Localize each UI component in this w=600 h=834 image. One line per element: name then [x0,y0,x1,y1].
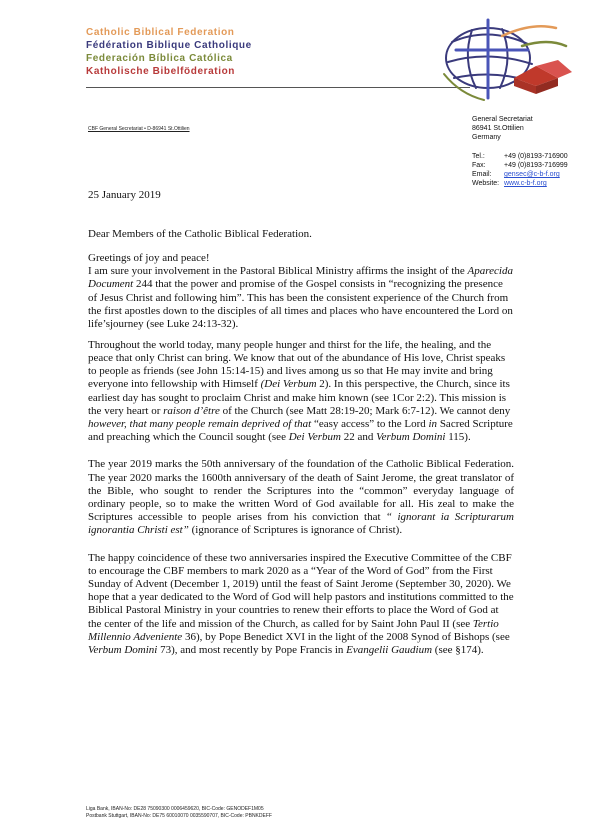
paragraph-3 [88,458,514,537]
italic-run: Dei Verbum [288,431,341,444]
address-line: 86941 St.Ottilien [472,125,524,132]
text-run: The year 2019 marks the 50th anniversary of the foundation of the Catholic Biblical Federation. The year 2020 marks the 1600th anniversary of the death of Saint Jerome, the great translator of the Bible, who sought to render the Scriptures into the “common” everyday language of ordinary people, so to make the written Word of God available for all. His zeal to make the Scriptures accessible to people arises from his conviction that [88,458,514,524]
text-run: Sacred Scripture and preaching which the Council sought (see [88,417,513,444]
salutation: Dear Members of the Catholic Biblical Federation. [88,228,312,240]
contact-label: Website: [472,180,500,187]
text-run: The happy coincidence of these two anniversaries inspired the Executive Committee of the CBF to encourage the CBF members to mark 2020 as a “Year of the Word of God” from the First Sunday of Advent (December 1, 2019) until the feast of Saint Jerome (September 30, 2020). We hope that a year dedicated to the Word of God will help pastors and institutions committed to the Biblical Pastoral Ministry in your countries to renew their efforts to place the Word of God at the center of the life and mission of the Church, as called for by Saint John Paul II (see [88,551,514,630]
contact-label: Tel.: [472,153,485,160]
contact-website [472,179,568,188]
address-line: Germany [472,134,501,141]
italic-run: (Dei Verbum [260,378,317,391]
text-run: 73), and most recently by Pope Francis in [157,643,347,656]
text-run: I am sure your involvement in the Pastoral Biblical Ministry affirms the insight of the [88,265,468,278]
address-line: General Secretariat [472,116,533,123]
italic-run: “ ignorant ia Scripturarum ignorantia Christi est” [88,511,514,537]
letter-body [88,252,514,665]
website-link[interactable]: www.c-b-f.org [504,180,547,187]
org-name-de: Katholische Bibelföderation [86,66,235,77]
paragraph-1 [88,265,514,331]
italic-run: Aparecida Document [88,265,513,291]
contact-tel [472,152,568,161]
address-block [472,115,533,142]
org-name-en: Catholic Biblical Federation [86,27,235,38]
header-rule [86,87,470,88]
contact-label: Email: [472,171,492,178]
contact-label: Fax: [472,162,486,169]
contact-value: +49 (0)8193-716999 [504,162,568,169]
text-run: 22 and [340,431,377,444]
org-name-es: Federación Bíblica Católica [86,53,233,64]
text-run: 2). In this perspective, the Church, since its earliest day has sought to proclaim Christ and make him known (see 1Cor 2:2). This mission is the very heart or [88,378,510,417]
org-name-fr: Fédération Biblique Catholique [86,40,252,51]
cbf-logo-icon [432,16,584,108]
italic-run: Verbum Domini [88,643,158,656]
footer-bank-2: Postbank Stuttgart, IBAN-No: DE75 60010070 0035590707, BIC-Code: PBNKDEFF [86,813,272,819]
text-run: 115). [445,431,471,444]
italic-run: in [428,417,438,430]
text-run: 36), by Pope Benedict XVI in the light of the 2008 Synod of Bishops (see [182,630,510,643]
text-run: (ignorance of Scriptures is ignorance of Christ). [188,524,403,537]
email-link[interactable]: gensec@c-b-f.org [504,171,560,178]
return-address: CBF General Secretariat • D-86941 St.Ottilien [88,126,190,132]
contact-value: +49 (0)8193-716900 [504,153,568,160]
italic-run: Tertio Millennio Adveniente [88,617,499,643]
contact-block [472,152,568,188]
contact-fax [472,161,568,170]
italic-run: Verbum Domini [376,431,446,444]
contact-email [472,170,568,179]
italic-run: however, that many people remain deprived of that [88,417,312,430]
text-run: “easy access” to the Lord [311,417,429,430]
text-run: 244 that the power and promise of the Gospel consists in “recognizing the presence of Jesus Christ and following him”. This has been the consistent experience of the Church from the first apostles down to the disciples of all times and places who have encountered the Lord on life’sjourney (see Luke 24:13-32). [88,278,513,331]
text-run: of the Church (see Matt 28:19-20; Mark 6:7-12). We cannot deny [219,404,511,417]
paragraph-4 [88,552,514,658]
letter-date: 25 January 2019 [88,189,161,201]
paragraph-2 [88,339,514,445]
italic-run: raison d’être [163,404,220,417]
footer-bank-1: Liga Bank, IBAN-No: DE28 75090300 0006459620, BIC-Code: GENODEF1M05 [86,806,264,812]
text-run: (see §174). [432,643,484,656]
greeting: Greetings of joy and peace! [88,252,210,264]
text-run: Throughout the world today, many people hunger and thirst for the life, the healing, and the peace that only Christ can bring. We know that out of the abundance of His love, Christ speaks to people as friends (see John 15:14-15) and lives among us so that He may invite and bring everyone into fellowship with Himself [88,338,506,391]
italic-run: Evangelii Gaudium [346,643,433,656]
